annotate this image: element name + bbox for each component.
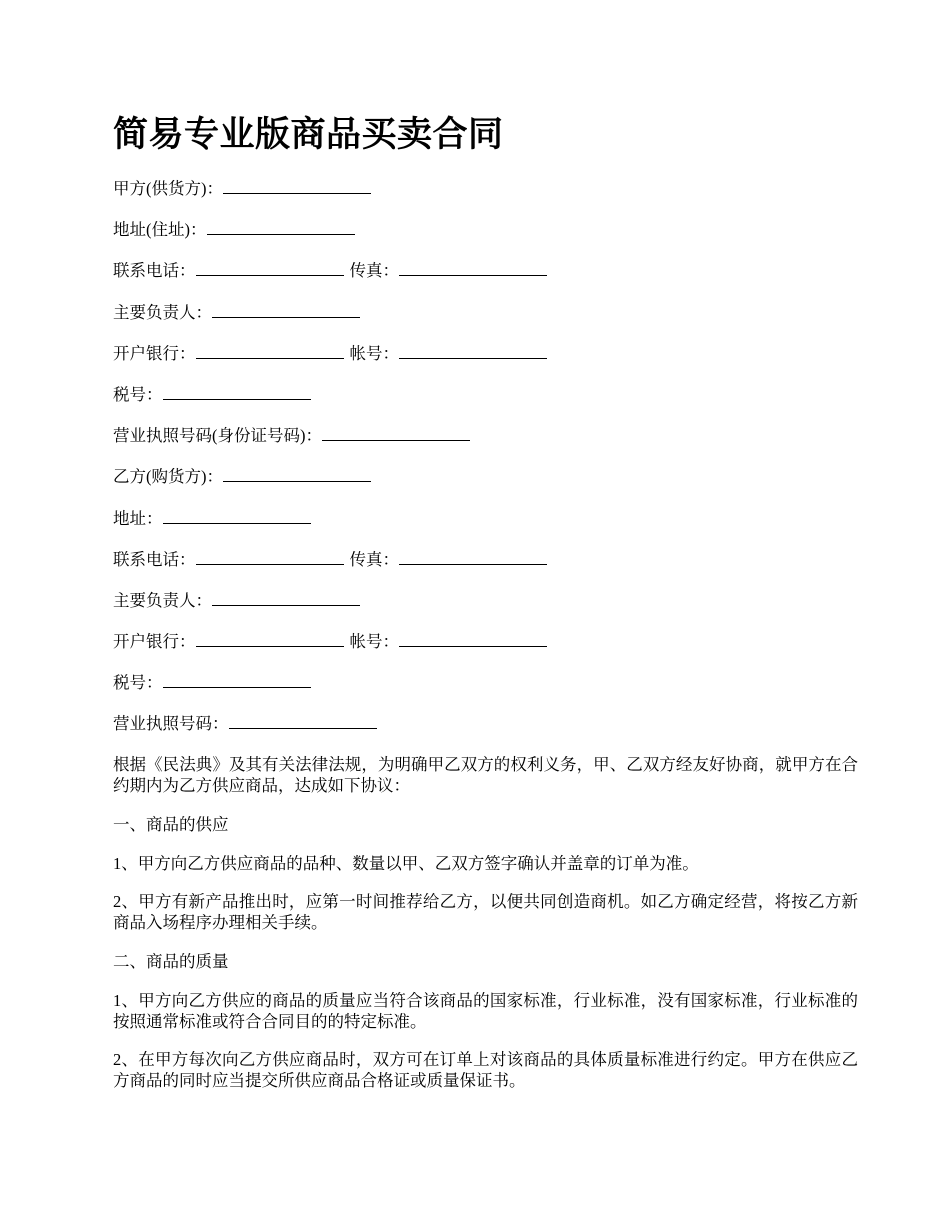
party-b-name-label: 乙方(购货方)： bbox=[113, 467, 223, 487]
party-a-bank-field bbox=[113, 342, 858, 366]
party-a-address-field bbox=[113, 218, 858, 242]
clause-quality-1: 1、甲方向乙方供应的商品的质量应当符合该商品的国家标准，行业标准，没有国家标准，行业标准的按照通常标准或符合合同目的的特定标准。 bbox=[113, 990, 858, 1031]
party-b-tax-blank bbox=[163, 673, 311, 688]
party-b-address-blank bbox=[163, 509, 311, 524]
party-a-principal-field bbox=[113, 301, 858, 325]
party-b-name-field bbox=[113, 465, 858, 489]
clause-quality-2: 2、在甲方每次向乙方供应商品时，双方可在订单上对该商品的具体质量标准进行约定。甲方在供应乙方商品的同时应当提交所供应商品合格证或质量保证书。 bbox=[113, 1049, 858, 1090]
preamble-paragraph: 根据《民法典》及其有关法律法规，为明确甲乙双方的权利义务，甲、乙双方经友好协商，就甲方在合约期内为乙方供应商品，达成如下协议： bbox=[113, 754, 858, 795]
party-b-principal-label: 主要负责人： bbox=[113, 590, 212, 610]
party-a-bank-blank bbox=[196, 344, 344, 359]
party-b-fax-label: 传真： bbox=[349, 549, 399, 569]
party-b-tax-label: 税号： bbox=[113, 673, 163, 693]
party-a-tax-blank bbox=[163, 385, 311, 400]
party-a-address-label: 地址(住址)： bbox=[113, 220, 207, 240]
party-b-principal-field bbox=[113, 589, 858, 613]
party-b-bank-label: 开户银行： bbox=[113, 632, 196, 652]
party-b-address-field bbox=[113, 507, 858, 531]
party-b-fax-blank bbox=[399, 550, 547, 565]
party-a-account-label: 帐号： bbox=[349, 343, 399, 363]
contract-page bbox=[113, 110, 858, 1108]
party-b-principal-blank bbox=[212, 591, 360, 606]
party-b-tax-field bbox=[113, 671, 858, 695]
party-a-phone-label: 联系电话： bbox=[113, 261, 196, 281]
party-a-tax-label: 税号： bbox=[113, 384, 163, 404]
party-a-principal-blank bbox=[212, 303, 360, 318]
clause-supply-2: 2、甲方有新产品推出时，应第一时间推荐给乙方，以便共同创造商机。如乙方确定经营，将按乙方新商品入场程序办理相关手续。 bbox=[113, 891, 858, 932]
party-a-address-blank bbox=[207, 220, 355, 235]
party-b-license-blank bbox=[229, 714, 377, 729]
party-a-phone-blank bbox=[196, 261, 344, 276]
party-a-phone-fax-field bbox=[113, 259, 858, 283]
party-b-account-blank bbox=[399, 632, 547, 647]
party-a-principal-label: 主要负责人： bbox=[113, 302, 212, 322]
party-a-name-blank bbox=[223, 179, 371, 194]
party-b-license-label: 营业执照号码： bbox=[113, 714, 229, 734]
party-b-phone-blank bbox=[196, 550, 344, 565]
party-b-address-label: 地址： bbox=[113, 508, 163, 528]
party-b-name-blank bbox=[223, 467, 371, 482]
party-b-phone-label: 联系电话： bbox=[113, 549, 196, 569]
party-b-phone-fax-field bbox=[113, 548, 858, 572]
party-a-fax-label: 传真： bbox=[349, 261, 399, 281]
party-a-license-blank bbox=[322, 426, 470, 441]
clause-supply-1: 1、甲方向乙方供应商品的品种、数量以甲、乙双方签字确认并盖章的订单为准。 bbox=[113, 853, 699, 873]
party-a-account-blank bbox=[399, 344, 547, 359]
party-b-bank-field bbox=[113, 630, 858, 654]
party-a-tax-field bbox=[113, 383, 858, 407]
party-b-bank-blank bbox=[196, 632, 344, 647]
party-a-name-field bbox=[113, 177, 858, 201]
party-a-bank-label: 开户银行： bbox=[113, 343, 196, 363]
party-a-name-label: 甲方(供货方)： bbox=[113, 179, 223, 198]
party-b-license-field bbox=[113, 712, 858, 736]
party-a-fax-blank bbox=[399, 261, 547, 276]
document-title: 简易专业版商品买卖合同 bbox=[113, 115, 504, 155]
party-a-license-label: 营业执照号码(身份证号码)： bbox=[113, 426, 322, 446]
party-a-license-field bbox=[113, 424, 858, 448]
party-b-account-label: 帐号： bbox=[349, 632, 399, 652]
section-heading-quality: 二、商品的质量 bbox=[113, 951, 229, 971]
section-heading-supply: 一、商品的供应 bbox=[113, 814, 229, 834]
